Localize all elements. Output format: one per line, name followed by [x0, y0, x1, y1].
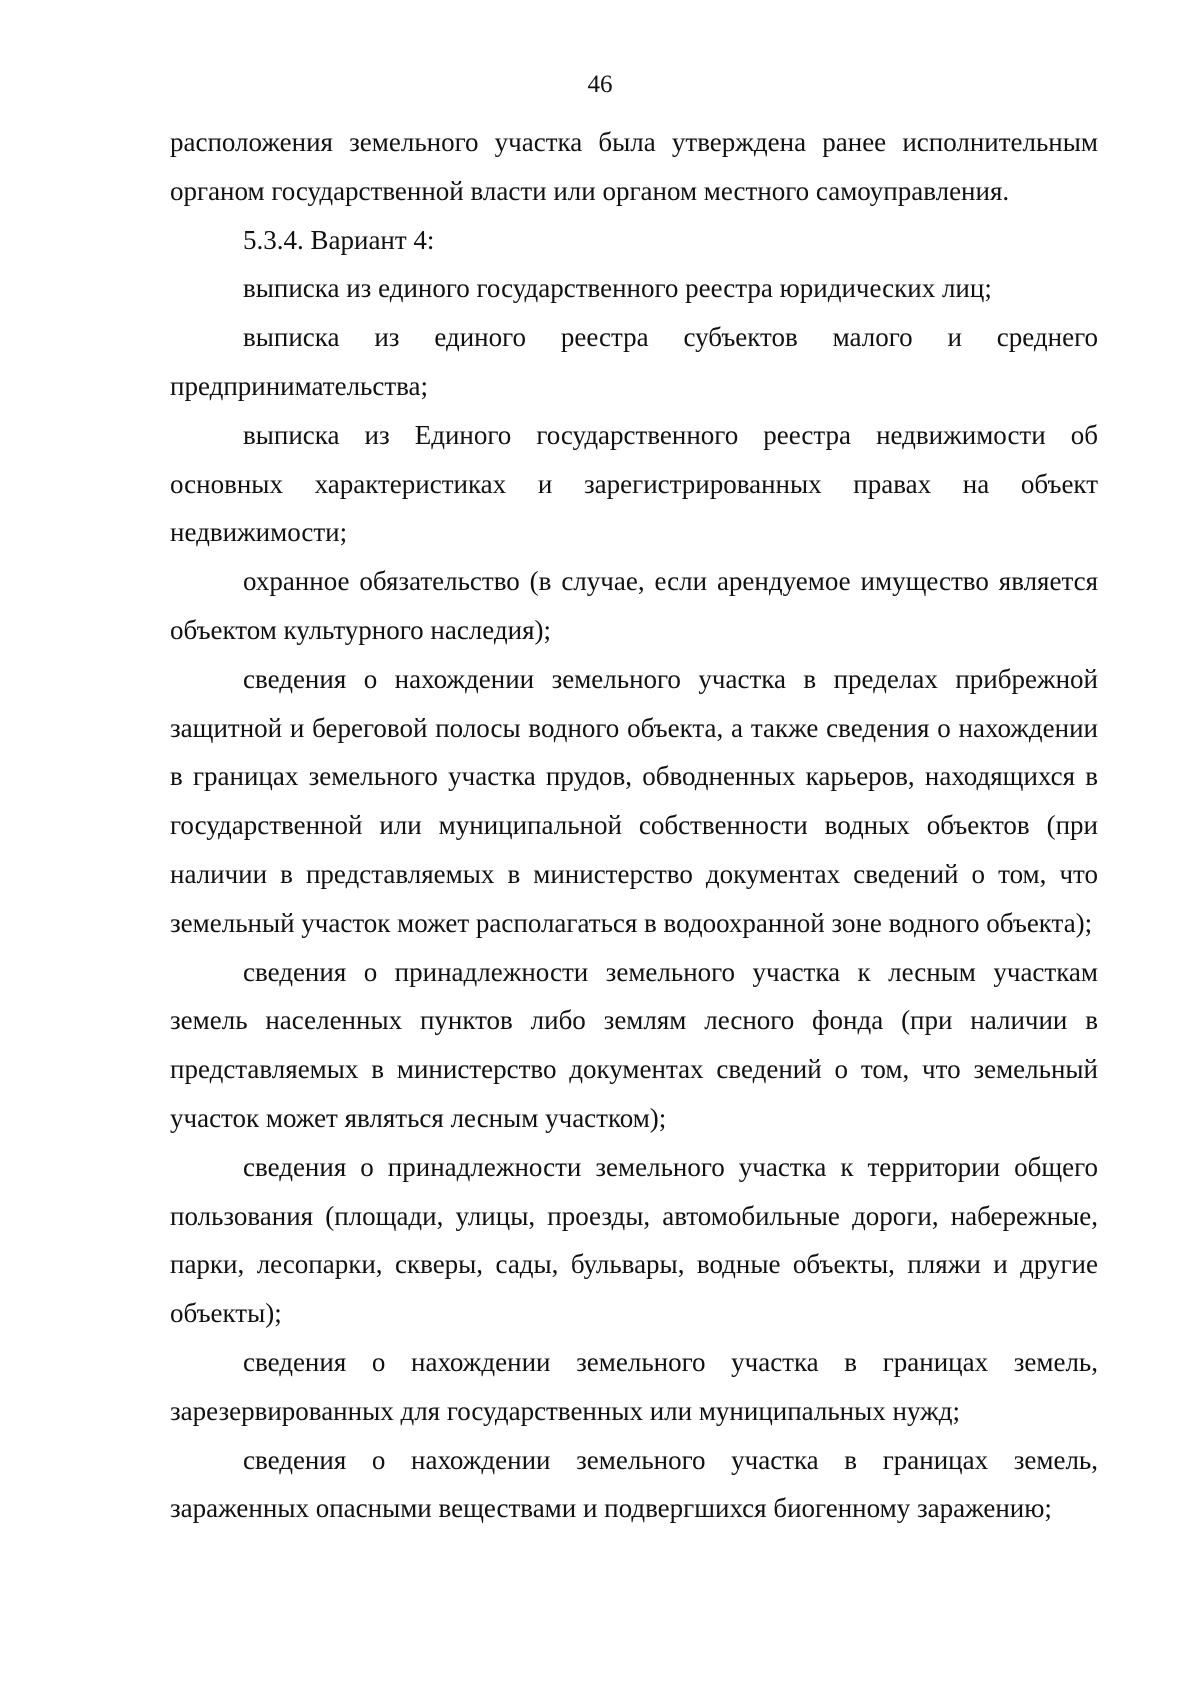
- document-body: [170, 118, 1098, 1533]
- list-item-reserved-land-info: сведения о нахождении земельного участка в границах земель, зарезервированных для государственных или муниципальных нужд;: [170, 1346, 1098, 1426]
- list-item-contaminated-land-info: сведения о нахождении земельного участка в границах земель, зараженных опасными веществами и подвергшихся биогенному заражению;: [170, 1444, 1098, 1524]
- list-item-legal-entities-extract: выписка из единого государственного реестра юридических лиц;: [243, 273, 992, 304]
- page-number: 46: [587, 71, 613, 98]
- list-item-protection-obligation: охранное обязательство (в случае, если арендуемое имущество является объектом культурного наследия);: [170, 566, 1098, 645]
- list-item-water-zone-info: сведения о нахождении земельного участка в пределах прибрежной защитной и береговой полосы водного объекта, а также сведения о нахождении в границах земельного участка прудов, обводненных карьеров, находящихся в государственной или муниципальной собственности водных объектов (при наличии в представляемых в министерство документах сведений о том, что земельный участок может располагаться в водоохранной зоне водного объекта);: [170, 663, 1098, 938]
- paragraph-continuation: расположения земельного участка была утверждена ранее исполнительным органом государственной власти или органом местного самоуправления.: [170, 127, 1098, 206]
- list-item-forest-land-info: сведения о принадлежности земельного участка к лесным участкам земель населенных пунктов либо землям лесного фонда (при наличии в представляемых в министерство документах сведений о том, что земельный участок может являться лесным участком);: [170, 956, 1098, 1133]
- list-item-public-territory-info: сведения о принадлежности земельного участка к территории общего пользования (площади, улицы, проезды, автомобильные дороги, набережные, парки, лесопарки, скверы, сады, бульвары, водные объекты, пляжи и другие объекты);: [170, 1151, 1098, 1329]
- section-heading-5-3-4: 5.3.4. Вариант 4:: [243, 224, 435, 255]
- list-item-small-business-extract: выписка из единого реестра субъектов малого и среднего предпринимательства;: [170, 322, 1098, 401]
- list-item-real-estate-extract: выписка из Единого государственного реестра недвижимости об основных характеристиках и зарегистрированных правах на объект недвижимости;: [170, 419, 1098, 548]
